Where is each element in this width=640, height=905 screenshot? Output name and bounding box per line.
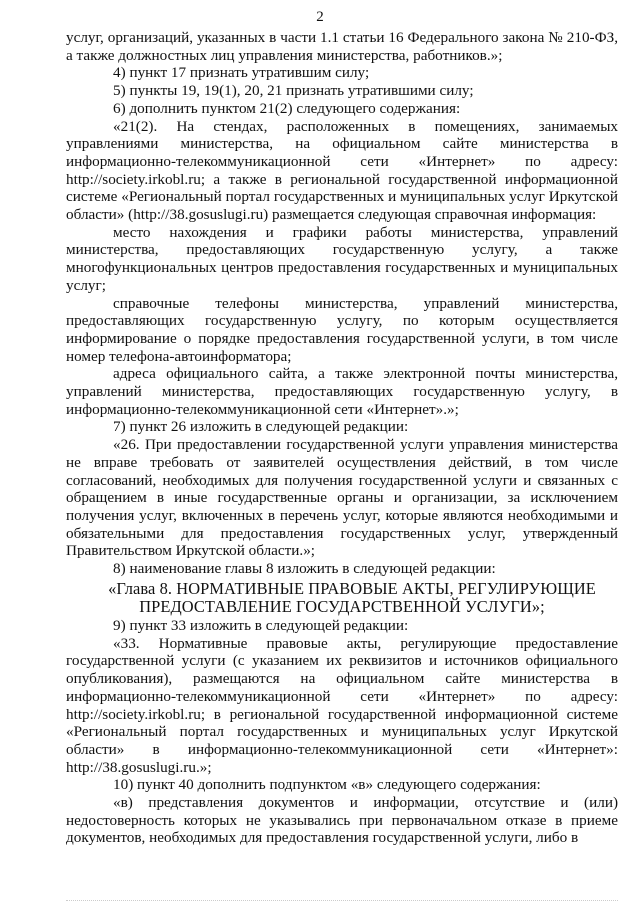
paragraph-item-7: 7) пункт 26 изложить в следующей редакции: <box>113 418 409 436</box>
scan-bottom-edge <box>66 900 618 901</box>
paragraph-addresses-info: адреса официального сайта, а также электронной почты министерства, управлений министерства, предоставляющих государственную услугу, в информационно-телекоммуникационной сети «Интернет».»; <box>66 365 618 418</box>
chapter-heading <box>66 580 618 617</box>
chapter-heading-line-1: «Глава 8. НОРМАТИВНЫЕ ПРАВОВЫЕ АКТЫ, РЕГУЛИРУЮЩИЕ <box>108 578 596 598</box>
paragraph-item-10: 10) пункт 40 дополнить подпунктом «в» следующего содержания: <box>113 776 541 794</box>
paragraph-clause-21-2: «21(2). На стендах, расположенных в помещениях, занимаемых управлениями министерства, на официальном сайте министерства в информационно-телекоммуникационной сети «Интернет» по адресу: http://society.irkobl.ru; а также в региональной государственной информационной системе «Региональный портал государственных и муниципальных услуг Иркутской области» (http://38.gosuslugi.ru) размещается следующая справочная информация: <box>66 117 618 224</box>
paragraph-item-6: 6) дополнить пунктом 21(2) следующего содержания: <box>113 99 461 117</box>
document-body <box>66 29 618 847</box>
paragraph-phones-info: справочные телефоны министерства, управлений министерства, предоставляющих государственную услугу, по которым осуществляется информирование о порядке предоставления государственной услуги, в том числе номер телефона-автоинформатора; <box>66 294 618 365</box>
page-number: 2 <box>316 9 324 25</box>
paragraph-item-4: 4) пункт 17 признать утратившим силу; <box>113 64 370 82</box>
paragraph-location-info: место нахождения и графики работы министерства, управлений министерства, предоставляющих государственную услугу, а также многофункциональных центров предоставления государственных и муниципальных услуг; <box>66 223 618 294</box>
paragraph-subitem-v: «в) представления документов и информации, отсутствие и (или) недостоверность которых не указывались при первоначальном отказе в приеме документов, необходимых для предоставления государственной услуги, либо в <box>66 794 618 847</box>
paragraph-clause-26: «26. При предоставлении государственной услуги управления министерства не вправе требовать от заявителей осуществления действий, в том числе согласований, необходимых для получения государственной услуги и связанных с обращением в иные государственные органы и организации, за исключением получения услуг, включенных в перечень услуг, которые являются необходимыми и обязательными для предоставления государственных услуг, утвержденный Правительством Иркутской области.»; <box>66 436 618 560</box>
paragraph-item-5: 5) пункты 19, 19(1), 20, 21 признать утратившими силу; <box>113 82 474 100</box>
chapter-heading-line-2: ПРЕДОСТАВЛЕНИЕ ГОСУДАРСТВЕННОЙ УСЛУГИ»; <box>139 597 545 617</box>
paragraph-item-8: 8) наименование главы 8 изложить в следующей редакции: <box>113 560 496 578</box>
paragraph-continuation: услуг, организаций, указанных в части 1.1 статьи 16 Федерального закона № 210-ФЗ, а также должностных лиц управления министерства, работников.»; <box>66 29 618 64</box>
paragraph-clause-33: «33. Нормативные правовые акты, регулирующие предоставление государственной услуги (с указанием их реквизитов и источников официального опубликования), размещаются на официальном сайте министерства в информационно-телекоммуникационной сети «Интернет» по адресу: http://society.irkobl.ru; в региональной государственной информационной системе «Региональный портал государственных и муниципальных услуг Иркутской области» в информационно-телекоммуникационной сети «Интернет»: http://38.gosuslugi.ru.»; <box>66 634 618 776</box>
paragraph-item-9: 9) пункт 33 изложить в следующей редакции: <box>113 616 409 634</box>
